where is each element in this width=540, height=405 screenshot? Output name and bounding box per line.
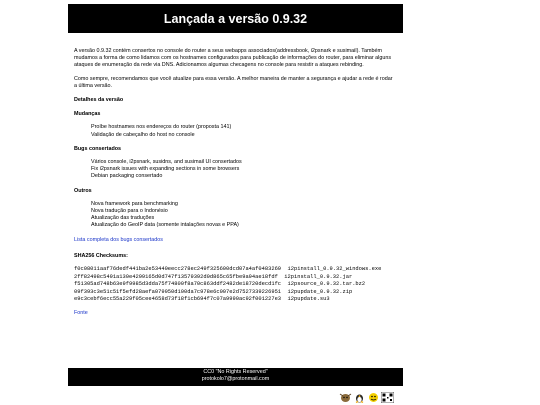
footer-email: protokolo7@protonmail.com xyxy=(201,376,270,382)
gnome-icon[interactable] xyxy=(367,392,380,403)
other-heading: Outros xyxy=(74,187,92,194)
checksums-heading: SHA256 Checksums: xyxy=(74,252,128,259)
changes-list xyxy=(74,124,397,138)
list-item: Validação de cabeçalho do host no console xyxy=(91,131,195,138)
page-footer xyxy=(68,368,403,386)
list-item: Nova tradução para o Indonésio xyxy=(91,208,168,215)
list-item: Debian packaging consertado xyxy=(91,173,163,180)
intro-paragraph-1: A versão 0.9.32 contém consertos no console do router a seus webapps associados(addressbook, i2psnark e susimail). Também mudamos a forma de como lidamos com os hostnames configurados para publicação de informações do router, para eliminar alguns ataques de enumeração da rede via DNS. Adicionamos algumas checagens no console para resistir a ataques rebinding. xyxy=(74,48,392,69)
bugs-list xyxy=(74,159,397,181)
gnu-icon[interactable] xyxy=(339,392,352,403)
checksum-line: f0c08011aaf76dedf441ba2e53440eecc278ec249f325600dcd07a4af0483269 i2pinstall_0.9.32_windows.exe xyxy=(74,266,382,273)
list-item: Nova framework para benchmarking xyxy=(91,200,178,207)
list-item: Fix i2psnark issues with expanding sections in some browsers xyxy=(91,166,240,173)
footer-license: CC0 "No Rights Reserved" xyxy=(203,369,268,375)
details-heading: Detalhes da versão xyxy=(74,97,124,104)
changes-heading: Mudanças xyxy=(74,111,101,118)
list-item: Atualização das traduções xyxy=(91,215,155,222)
article xyxy=(68,4,403,317)
checksum-line: f51305ad748b63e9f9985d3dda75f74800f8a70c863ddf2482de18720decd1fc i2psource_0.9.32.tar.bz2 xyxy=(74,281,366,288)
source-link[interactable]: Fonte xyxy=(74,309,88,316)
checksum-line: 09f393c3e51c51f5efd28aefa079950d100da7c978e6c007e2d7527339226951 i2pupdate_0.9.32.zip xyxy=(74,288,353,295)
bugs-heading: Bugs consertados xyxy=(74,145,122,152)
checksum-line: e9c3cebf6ecc55a229f05cee4658d73f18f1cb694f7c07a9990ac92f001227e3 i2pupdate.su3 xyxy=(74,296,330,303)
badge-row xyxy=(339,392,394,403)
linux-icon[interactable] xyxy=(353,392,366,403)
qr-icon[interactable] xyxy=(381,392,394,403)
list-item: Proíbe hostnames nos endereços do router (proposta 141) xyxy=(91,124,232,131)
list-item: Atualização do GeoIP data (somente intalações novas e PPA) xyxy=(91,222,239,229)
intro-paragraph-2: Como sempre, recomendamos que você atualize para essa versão. A melhor maneira de manter a segurança e ajudar a rede é rodar a última versão. xyxy=(74,75,393,89)
checksum-line: 2ff82498c5491a130e4299165d0d747f13579392d0d865c65fbe9a94ae18fdf i2pinstall_0.9.32.jar xyxy=(74,273,353,280)
checksums-block xyxy=(74,266,397,304)
list-item: Vários console, i2psnark, susidns, and susimail UI consertados xyxy=(91,159,242,166)
page-header xyxy=(68,4,403,33)
other-list xyxy=(74,201,397,230)
bugs-list-link[interactable]: Lista completa dos bugs consertados xyxy=(74,236,163,243)
page-title: Lançada a versão 0.9.32 xyxy=(163,11,308,26)
article-content xyxy=(68,48,403,317)
